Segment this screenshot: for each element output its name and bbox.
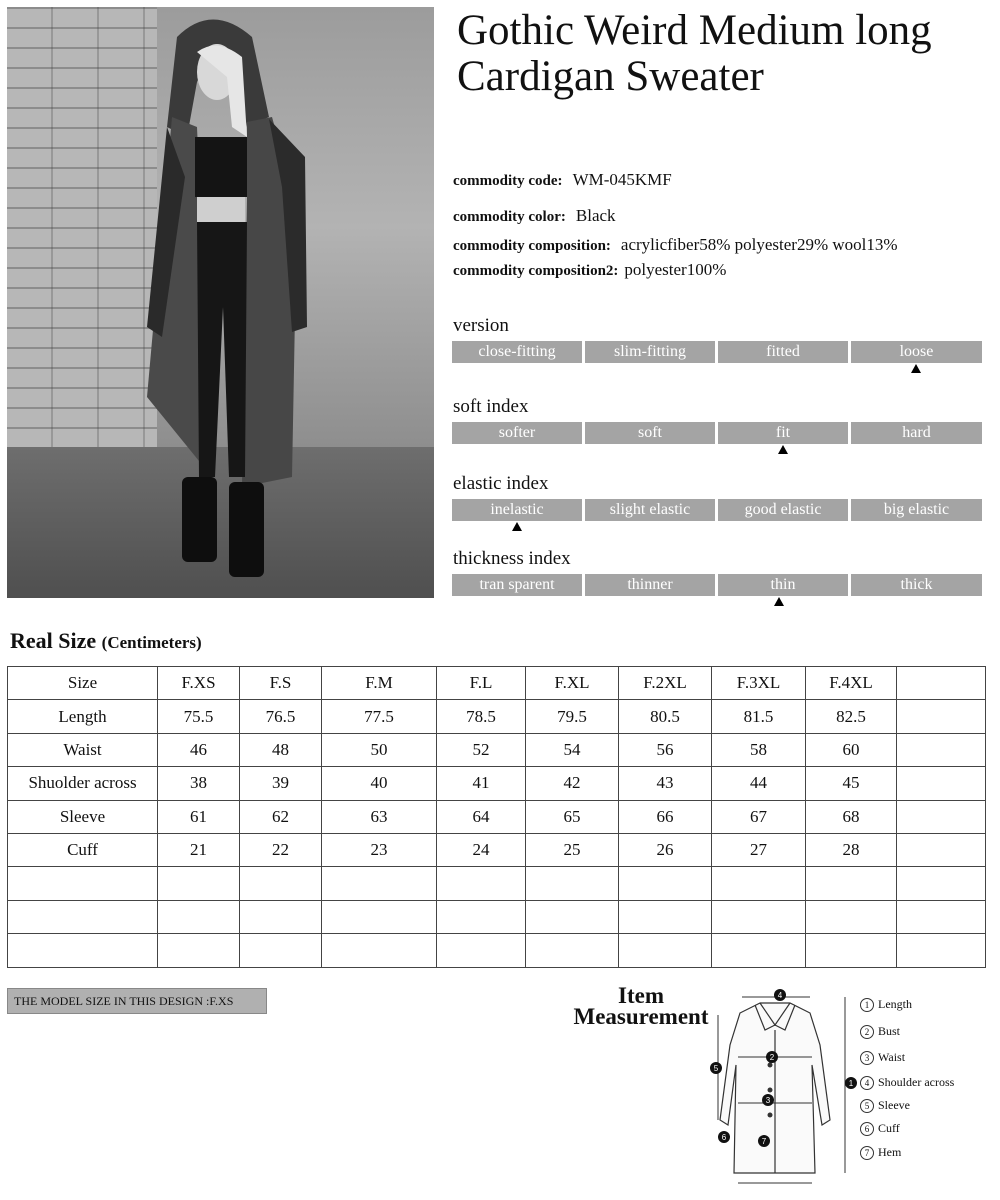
svg-text:1: 1 xyxy=(848,1079,854,1088)
thickness-index-marker xyxy=(774,597,784,606)
table-row xyxy=(8,833,986,866)
version-option: loose xyxy=(851,341,982,363)
legend-number-icon: 6 xyxy=(860,1122,874,1136)
soft-index-option: hard xyxy=(851,422,982,444)
row-label-cell xyxy=(8,934,158,967)
table-cell: 26 xyxy=(619,833,712,866)
table-cell: 44 xyxy=(712,767,806,800)
spec-color xyxy=(453,206,616,226)
legend-number-icon: 5 xyxy=(860,1099,874,1113)
table-row xyxy=(8,867,986,900)
table-cell: 38 xyxy=(158,767,240,800)
table-row xyxy=(8,800,986,833)
table-cell: 23 xyxy=(322,833,437,866)
table-cell: 68 xyxy=(806,800,897,833)
table-cell: 27 xyxy=(712,833,806,866)
row-label-cell: Cuff xyxy=(8,833,158,866)
garment-diagram xyxy=(700,985,860,1185)
table-cell: 58 xyxy=(712,733,806,766)
item-measurement-line1: Item xyxy=(618,983,664,1008)
table-cell xyxy=(712,900,806,933)
svg-text:3: 3 xyxy=(765,1096,771,1105)
table-cell: F.XS xyxy=(158,667,240,700)
table-cell: 40 xyxy=(322,767,437,800)
thickness-index-option: thinner xyxy=(585,574,715,596)
table-cell xyxy=(806,934,897,967)
version-option: slim-fitting xyxy=(585,341,715,363)
spec-value: WM-045KMF xyxy=(572,170,672,189)
table-cell xyxy=(240,900,322,933)
legend-item xyxy=(860,1098,910,1113)
table-cell xyxy=(158,867,240,900)
legend-label: Cuff xyxy=(878,1121,900,1135)
legend-item xyxy=(860,1050,905,1065)
table-cell: 42 xyxy=(526,767,619,800)
thickness-index-option: thin xyxy=(718,574,848,596)
table-cell xyxy=(897,733,986,766)
model-figure xyxy=(7,7,434,598)
spec-key: commodity composition: xyxy=(453,238,611,254)
table-cell: 79.5 xyxy=(526,700,619,733)
table-cell xyxy=(322,934,437,967)
table-cell: 67 xyxy=(712,800,806,833)
table-cell: 61 xyxy=(158,800,240,833)
table-cell: 80.5 xyxy=(619,700,712,733)
legend-label: Waist xyxy=(878,1050,906,1064)
svg-text:4: 4 xyxy=(777,991,783,1000)
thickness-index-label: thickness index xyxy=(453,548,571,569)
legend-item xyxy=(860,1075,954,1090)
table-cell: 56 xyxy=(619,733,712,766)
spec-key: commodity color: xyxy=(453,209,566,225)
table-cell xyxy=(897,800,986,833)
elastic-index-option: inelastic xyxy=(452,499,582,521)
spec-composition xyxy=(453,235,898,255)
table-cell xyxy=(437,867,526,900)
spec-value: acrylicfiber58% polyester29% wool13% xyxy=(620,235,898,254)
elastic-index-label: elastic index xyxy=(453,473,549,494)
item-measurement-title xyxy=(562,985,720,1027)
elastic-index-marker xyxy=(512,522,522,531)
table-cell xyxy=(897,900,986,933)
table-row xyxy=(8,700,986,733)
soft-index-marker xyxy=(778,445,788,454)
row-label-cell xyxy=(8,867,158,900)
spec-code xyxy=(453,170,672,190)
legend-number-icon: 3 xyxy=(860,1051,874,1065)
table-cell: 25 xyxy=(526,833,619,866)
legend-label: Shoulder across xyxy=(878,1075,955,1089)
svg-text:5: 5 xyxy=(713,1064,719,1073)
elastic-index-option: big elastic xyxy=(851,499,982,521)
spec-key: commodity composition2: xyxy=(453,263,619,279)
table-cell xyxy=(526,900,619,933)
table-cell: 62 xyxy=(240,800,322,833)
table-cell xyxy=(158,900,240,933)
table-cell xyxy=(437,934,526,967)
table-cell: 76.5 xyxy=(240,700,322,733)
table-cell: F.2XL xyxy=(619,667,712,700)
row-label-cell xyxy=(8,900,158,933)
table-cell: 45 xyxy=(806,767,897,800)
table-cell: 24 xyxy=(437,833,526,866)
version-option: close-fitting xyxy=(452,341,582,363)
legend-label: Bust xyxy=(878,1024,901,1038)
table-cell: 41 xyxy=(437,767,526,800)
table-cell: F.S xyxy=(240,667,322,700)
spec-value: Black xyxy=(575,206,616,225)
row-label-cell: Size xyxy=(8,667,158,700)
table-cell xyxy=(437,900,526,933)
elastic-index-option: good elastic xyxy=(718,499,848,521)
real-size-heading xyxy=(10,628,202,654)
table-cell xyxy=(806,900,897,933)
row-label-cell: Length xyxy=(8,700,158,733)
thickness-index-option: thick xyxy=(851,574,982,596)
table-cell: 39 xyxy=(240,767,322,800)
table-cell: 82.5 xyxy=(806,700,897,733)
table-cell: 46 xyxy=(158,733,240,766)
table-cell: 43 xyxy=(619,767,712,800)
table-cell xyxy=(619,867,712,900)
table-cell: 22 xyxy=(240,833,322,866)
soft-index-label: soft index xyxy=(453,396,529,417)
table-cell: 28 xyxy=(806,833,897,866)
svg-text:2: 2 xyxy=(769,1053,775,1062)
table-cell: 63 xyxy=(322,800,437,833)
legend-label: Hem xyxy=(878,1145,902,1159)
table-cell: 81.5 xyxy=(712,700,806,733)
row-label-cell: Waist xyxy=(8,733,158,766)
spec-key: commodity code: xyxy=(453,173,563,189)
table-row xyxy=(8,767,986,800)
table-cell: F.M xyxy=(322,667,437,700)
table-row xyxy=(8,934,986,967)
table-cell: F.L xyxy=(437,667,526,700)
table-cell: 78.5 xyxy=(437,700,526,733)
real-size-unit: (Centimeters) xyxy=(101,633,202,652)
legend-number-icon: 4 xyxy=(860,1076,874,1090)
table-cell: F.XL xyxy=(526,667,619,700)
item-measurement-line2: Measurement xyxy=(573,1004,709,1029)
table-cell xyxy=(897,833,986,866)
version-option: fitted xyxy=(718,341,848,363)
table-cell xyxy=(619,934,712,967)
table-cell: F.4XL xyxy=(806,667,897,700)
svg-text:7: 7 xyxy=(761,1137,767,1146)
table-cell xyxy=(897,934,986,967)
table-cell: 50 xyxy=(322,733,437,766)
version-label: version xyxy=(453,315,509,336)
table-cell: 65 xyxy=(526,800,619,833)
spec-composition2 xyxy=(453,260,726,280)
table-cell xyxy=(240,867,322,900)
table-cell: 77.5 xyxy=(322,700,437,733)
table-cell: 66 xyxy=(619,800,712,833)
table-cell xyxy=(158,934,240,967)
row-label-cell: Sleeve xyxy=(8,800,158,833)
svg-text:6: 6 xyxy=(721,1133,727,1142)
version-marker xyxy=(911,364,921,373)
table-cell: F.3XL xyxy=(712,667,806,700)
legend-number-icon: 2 xyxy=(860,1025,874,1039)
table-cell xyxy=(322,867,437,900)
model-size-note: THE MODEL SIZE IN THIS DESIGN :F.XS xyxy=(7,988,267,1014)
table-cell: 52 xyxy=(437,733,526,766)
table-header-row xyxy=(8,667,986,700)
product-title: Gothic Weird Medium long Cardigan Sweater xyxy=(457,7,932,100)
table-row xyxy=(8,733,986,766)
legend-item xyxy=(860,1145,901,1160)
row-label-cell: Shuolder across xyxy=(8,767,158,800)
table-cell xyxy=(322,900,437,933)
thickness-index-option: tran sparent xyxy=(452,574,582,596)
legend-number-icon: 7 xyxy=(860,1146,874,1160)
legend-number-icon: 1 xyxy=(860,998,874,1012)
legend-item xyxy=(860,997,912,1012)
table-cell: 21 xyxy=(158,833,240,866)
real-size-title: Real Size xyxy=(10,628,97,653)
soft-index-option: soft xyxy=(585,422,715,444)
size-table xyxy=(7,666,986,968)
table-cell xyxy=(806,867,897,900)
table-cell xyxy=(240,934,322,967)
product-photo xyxy=(7,7,434,598)
table-cell xyxy=(526,867,619,900)
size-table-body xyxy=(8,667,986,968)
table-cell xyxy=(897,767,986,800)
elastic-index-option: slight elastic xyxy=(585,499,715,521)
table-row xyxy=(8,900,986,933)
table-cell xyxy=(619,900,712,933)
table-cell: 48 xyxy=(240,733,322,766)
table-cell xyxy=(712,867,806,900)
soft-index-option: fit xyxy=(718,422,848,444)
legend-label: Length xyxy=(878,997,912,1011)
legend-item xyxy=(860,1024,900,1039)
table-cell xyxy=(897,867,986,900)
table-cell: 60 xyxy=(806,733,897,766)
spec-value: polyester100% xyxy=(624,260,727,279)
table-cell: 54 xyxy=(526,733,619,766)
legend-item xyxy=(860,1121,900,1136)
table-cell xyxy=(897,700,986,733)
table-cell: 75.5 xyxy=(158,700,240,733)
legend-label: Sleeve xyxy=(878,1098,910,1112)
table-cell xyxy=(897,667,986,700)
table-cell xyxy=(526,934,619,967)
soft-index-option: softer xyxy=(452,422,582,444)
table-cell: 64 xyxy=(437,800,526,833)
table-cell xyxy=(712,934,806,967)
